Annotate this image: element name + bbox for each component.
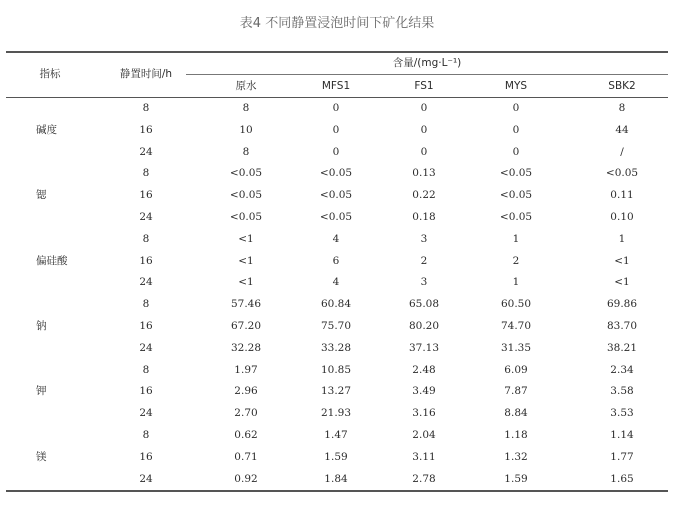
table-cell: 2 <box>512 254 520 267</box>
soak-time-cell: 16 <box>139 254 153 267</box>
soak-time-cell: 24 <box>139 276 153 289</box>
table-cell: 57.46 <box>230 298 262 311</box>
table-cell: 2.70 <box>234 407 258 420</box>
table-cell: 7.87 <box>504 385 528 398</box>
table-cell: 1 <box>512 232 520 245</box>
table-cell: 44 <box>615 123 629 136</box>
table-cell: 65.08 <box>408 298 440 311</box>
table-cell: 0.10 <box>610 211 634 223</box>
table-cell: 8 <box>618 102 626 114</box>
header-sample-4: SBK2 <box>608 80 636 92</box>
table-header-rule <box>6 97 668 98</box>
table-cell: <0.05 <box>319 167 353 180</box>
table-cell: <1 <box>238 254 254 267</box>
table-cell: 37.13 <box>408 341 440 354</box>
table-cell: <0.05 <box>499 189 533 202</box>
table-cell: 0.71 <box>234 450 258 463</box>
table-cell: <0.05 <box>605 167 639 180</box>
table-cell: 0.22 <box>412 189 436 202</box>
soak-time-cell: 8 <box>142 429 150 441</box>
soak-time-cell: 16 <box>139 450 153 463</box>
table-cell: 10.85 <box>320 363 352 376</box>
soak-time-cell: 24 <box>139 341 153 354</box>
table-cell: 1.59 <box>324 450 348 463</box>
table-cell: 0 <box>420 102 428 114</box>
table-cell: <1 <box>614 276 630 289</box>
indicator-label: 锶 <box>36 189 47 202</box>
table-cell: 1.18 <box>504 429 528 441</box>
table-cell: 3 <box>420 232 428 245</box>
table-cell: 1.32 <box>504 450 528 463</box>
table-cell: 3.49 <box>412 385 436 398</box>
content-header-rule <box>186 74 668 75</box>
indicator-label: 偏硅酸 <box>36 254 68 267</box>
table-cell: <0.05 <box>319 189 353 202</box>
soak-time-cell: 8 <box>142 102 150 114</box>
table-cell: 0 <box>512 102 520 114</box>
soak-time-cell: 8 <box>142 232 150 245</box>
table-cell: 3.11 <box>412 450 436 463</box>
table-cell: 8 <box>242 145 250 158</box>
soak-time-cell: 24 <box>139 145 153 158</box>
table-cell: 1.97 <box>234 363 258 376</box>
table-cell: 0 <box>332 123 340 136</box>
table-cell: 83.70 <box>606 320 638 332</box>
table-cell: 0 <box>332 102 340 114</box>
table-cell: 1 <box>618 232 626 245</box>
table-cell: 1.59 <box>504 472 528 485</box>
soak-time-cell: 16 <box>139 189 153 202</box>
table-cell: 0.18 <box>412 211 436 223</box>
table-cell: 33.28 <box>320 341 352 354</box>
table-cell: 21.93 <box>320 407 352 420</box>
table-cell: 13.27 <box>320 385 352 398</box>
soak-time-cell: 8 <box>142 167 150 180</box>
table-cell: 4 <box>332 276 340 289</box>
table-cell: 2.04 <box>412 429 436 441</box>
table-cell: 60.50 <box>500 298 532 311</box>
indicator-label: 钾 <box>36 385 47 398</box>
soak-time-cell: 16 <box>139 320 153 332</box>
table-cell: <0.05 <box>229 211 263 223</box>
indicator-label: 碱度 <box>36 123 57 136</box>
table-cell: 75.70 <box>320 320 352 332</box>
table-cell: 3.58 <box>610 385 634 398</box>
table-cell: 6.09 <box>504 363 528 376</box>
soak-time-cell: 24 <box>139 211 153 223</box>
table-cell: 4 <box>332 232 340 245</box>
table-cell: 1 <box>512 276 520 289</box>
table-cell: 0 <box>512 123 520 136</box>
table-cell: 10 <box>239 123 253 136</box>
table-cell: 69.86 <box>606 298 638 311</box>
table-cell: 1.65 <box>610 472 634 485</box>
table-cell: <0.05 <box>229 167 263 180</box>
table-cell: 32.28 <box>230 341 262 354</box>
table-cell: 0.13 <box>412 167 436 180</box>
table-cell: 6 <box>332 254 340 267</box>
table-cell: / <box>620 145 624 158</box>
table-cell: 3.16 <box>412 407 436 420</box>
table-cell: 38.21 <box>606 341 638 354</box>
header-sample-2: FS1 <box>414 80 434 92</box>
table-cell: 2.96 <box>234 385 258 398</box>
table-cell: 2.34 <box>610 363 634 376</box>
table-cell: <1 <box>614 254 630 267</box>
table-cell: <0.05 <box>499 167 533 180</box>
table-cell: 0.92 <box>234 472 258 485</box>
table-cell: 1.47 <box>324 429 348 441</box>
header-sample-1: MFS1 <box>321 80 351 92</box>
table-cell: <0.05 <box>499 211 533 223</box>
table-cell: 0 <box>332 145 340 158</box>
header-sample-0: 原水 <box>235 80 257 92</box>
soak-time-cell: 16 <box>139 123 153 136</box>
soak-time-cell: 24 <box>139 407 153 420</box>
table-caption: 表4 不同静置浸泡时间下矿化结果 <box>239 16 435 31</box>
table-cell: 0 <box>420 123 428 136</box>
table-cell: 31.35 <box>500 341 532 354</box>
table-cell: 2.78 <box>412 472 436 485</box>
table-cell: 74.70 <box>500 320 532 332</box>
table-cell: <0.05 <box>319 211 353 223</box>
table-cell: 0 <box>420 145 428 158</box>
table-cell: 0 <box>512 145 520 158</box>
table-cell: 3 <box>420 276 428 289</box>
table-cell: 2 <box>420 254 428 267</box>
table-cell: 80.20 <box>408 320 440 332</box>
table-cell: 1.14 <box>610 429 634 441</box>
table-cell: 2.48 <box>412 363 436 376</box>
table-bottom-rule <box>6 490 668 492</box>
soak-time-cell: 16 <box>139 385 153 398</box>
table-cell: 1.84 <box>324 472 348 485</box>
table-top-rule <box>6 51 668 53</box>
table-cell: 0.11 <box>610 189 634 202</box>
table-cell: 8 <box>242 102 250 114</box>
table-cell: <0.05 <box>229 189 263 202</box>
indicator-label: 钠 <box>36 320 47 332</box>
table-cell: <1 <box>238 232 254 245</box>
indicator-label: 镁 <box>36 450 47 463</box>
soak-time-cell: 8 <box>142 363 150 376</box>
header-soak-time: 静置时间/h <box>119 68 173 80</box>
table-cell: <1 <box>238 276 254 289</box>
header-sample-3: MYS <box>504 80 528 92</box>
table-cell: 1.77 <box>610 450 634 463</box>
soak-time-cell: 24 <box>139 472 153 485</box>
table-cell: 0.62 <box>234 429 258 441</box>
table-cell: 3.53 <box>610 407 634 420</box>
soak-time-cell: 8 <box>142 298 150 311</box>
table-cell: 60.84 <box>320 298 352 311</box>
header-content-unit: 含量/(mg·L⁻¹) <box>392 57 462 69</box>
table-cell: 8.84 <box>504 407 528 420</box>
table-cell: 67.20 <box>230 320 262 332</box>
header-indicator: 指标 <box>39 68 61 80</box>
